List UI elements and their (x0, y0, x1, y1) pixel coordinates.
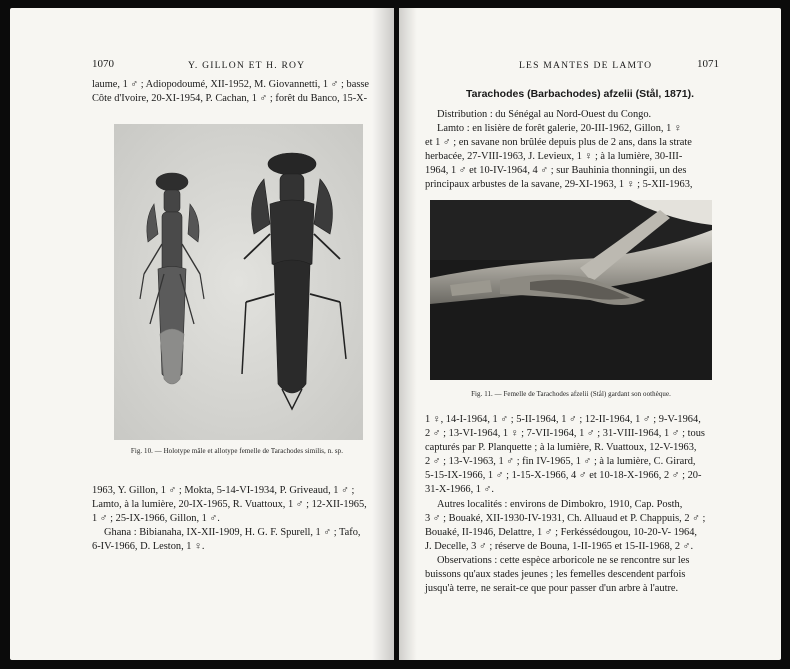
text-line: Distribution : du Sénégal au Nord-Ouest du Congo. (437, 109, 652, 120)
mantis-on-branch-image (430, 200, 712, 380)
text-line: herbacée, 27-VIII-1963, J. Levieux, 1 ♀ ; à la lumière, 30-III- (425, 151, 683, 163)
figure-10-photo (114, 124, 363, 440)
text-line: principaux arbustes de la savane, 29-XI-1963, 1 ♀ ; 5-XII-1963, (425, 179, 693, 191)
left-top-text (92, 78, 382, 106)
text-line: 3 ♂ ; Bouaké, XII-1930-IV-1931, Ch. Alluaud et P. Chappuis, 2 ♂ ; (425, 512, 706, 524)
text-line: Lamto : en lisière de forêt galerie, 20-III-1962, Gillon, 1 ♀ (437, 123, 682, 135)
figure-11-photo (430, 200, 712, 380)
text-line: 2 ♂ ; 13-VI-1964, 1 ♀ ; 7-VII-1964, 1 ♂ ; 31-VIII-1964, 1 ♂ ; tous (425, 428, 705, 440)
text-line: laume, 1 ♂ ; Adiopodoumé, XII-1952, M. Giovannetti, 1 ♂ ; basse (92, 79, 370, 90)
species-heading: Tarachodes (Barbachodes) afzelii (Stål, 1871). (466, 88, 694, 100)
text-line: 1963, Y. Gillon, 1 ♂ ; Mokta, 5-14-VI-1934, P. Griveaud, 1 ♂ ; (92, 485, 355, 496)
text-line: 1 ♀, 14-I-1964, 1 ♂ ; 5-II-1964, 1 ♂ ; 12-II-1964, 1 ♂ ; 9-V-1964, (425, 414, 701, 425)
text-line: 1964, 1 ♂ et 10-IV-1964, 4 ♂ ; sur Bauhinia thonningii, un des (425, 165, 687, 177)
text-line: 5-15-IX-1966, 1 ♂ ; 1-15-X-1966, 4 ♂ et 10-18-X-1966, 2 ♂ ; 20- (425, 470, 702, 482)
figure-10-caption: Fig. 10. — Holotype mâle et allotype femelle de Tarachodes similis, n. sp. (130, 448, 344, 455)
right-bottom-text (425, 413, 715, 596)
text-line: Ghana : Bibianaha, IX-XII-1909, H. G. F. Spurell, 1 ♂ ; Tafo, (104, 527, 361, 539)
left-bottom-text (92, 484, 382, 554)
text-line: et 1 ♂ ; en savane non brûlée depuis plus de 2 ans, dans la strate (425, 137, 692, 149)
text-line: Observations : cette espèce arboricole ne se rencontre sur les (437, 554, 690, 566)
figure-11-caption: Fig. 11. — Femelle de Tarachodes afzelii (Stål) gardant son oothèque. (471, 391, 671, 398)
left-page (10, 8, 394, 660)
text-line: Autres localités : environs de Dimbokro, 1910, Cap. Posth, (437, 498, 683, 510)
text-line: Bouaké, II-1946, Delattre, 1 ♂ ; Ferkéssédougou, 10-20-V- 1964, (425, 526, 698, 538)
text-line: 6-IV-1966, D. Leston, 1 ♀. (92, 541, 205, 553)
running-head-right: LES MANTES DE LAMTO (519, 60, 653, 71)
right-page (399, 8, 781, 660)
page-number-right: 1071 (697, 58, 719, 70)
mantis-specimens-image (114, 124, 363, 440)
text-line: capturés par P. Planquette ; à la lumière, R. Vuattoux, 12-V-1963, (425, 442, 697, 454)
text-line: Côte d'Ivoire, 20-XI-1954, P. Cachan, 1 ♂ ; forêt du Banco, 15-X- (92, 93, 368, 105)
text-line: J. Decelle, 3 ♂ ; réserve de Bouna, 1-II-1965 et 15-II-1968, 2 ♂. (425, 540, 694, 552)
text-line: 31-X-1966, 1 ♂. (425, 484, 494, 496)
text-line: 1 ♂ ; 25-IX-1966, Gillon, 1 ♂. (92, 513, 220, 525)
running-head-left: Y. GILLON ET H. ROY (188, 60, 306, 71)
page-number-left: 1070 (92, 58, 114, 70)
text-line: 2 ♂ ; 13-V-1963, 1 ♂ ; fin IV-1965, 1 ♂ ; à la lumière, C. Girard, (425, 456, 696, 468)
gutter-shadow (399, 8, 417, 660)
text-line: buissons qu'aux stades jeunes ; les femelles descendent parfois (425, 569, 686, 581)
right-top-text (425, 108, 715, 193)
text-line: Lamto, à la lumière, 20-IX-1965, R. Vuattoux, 1 ♂ ; 12-XII-1965, (92, 499, 367, 511)
text-line: jusqu'à terre, ne serait-ce que pour passer d'un arbre à l'autre. (425, 583, 679, 595)
